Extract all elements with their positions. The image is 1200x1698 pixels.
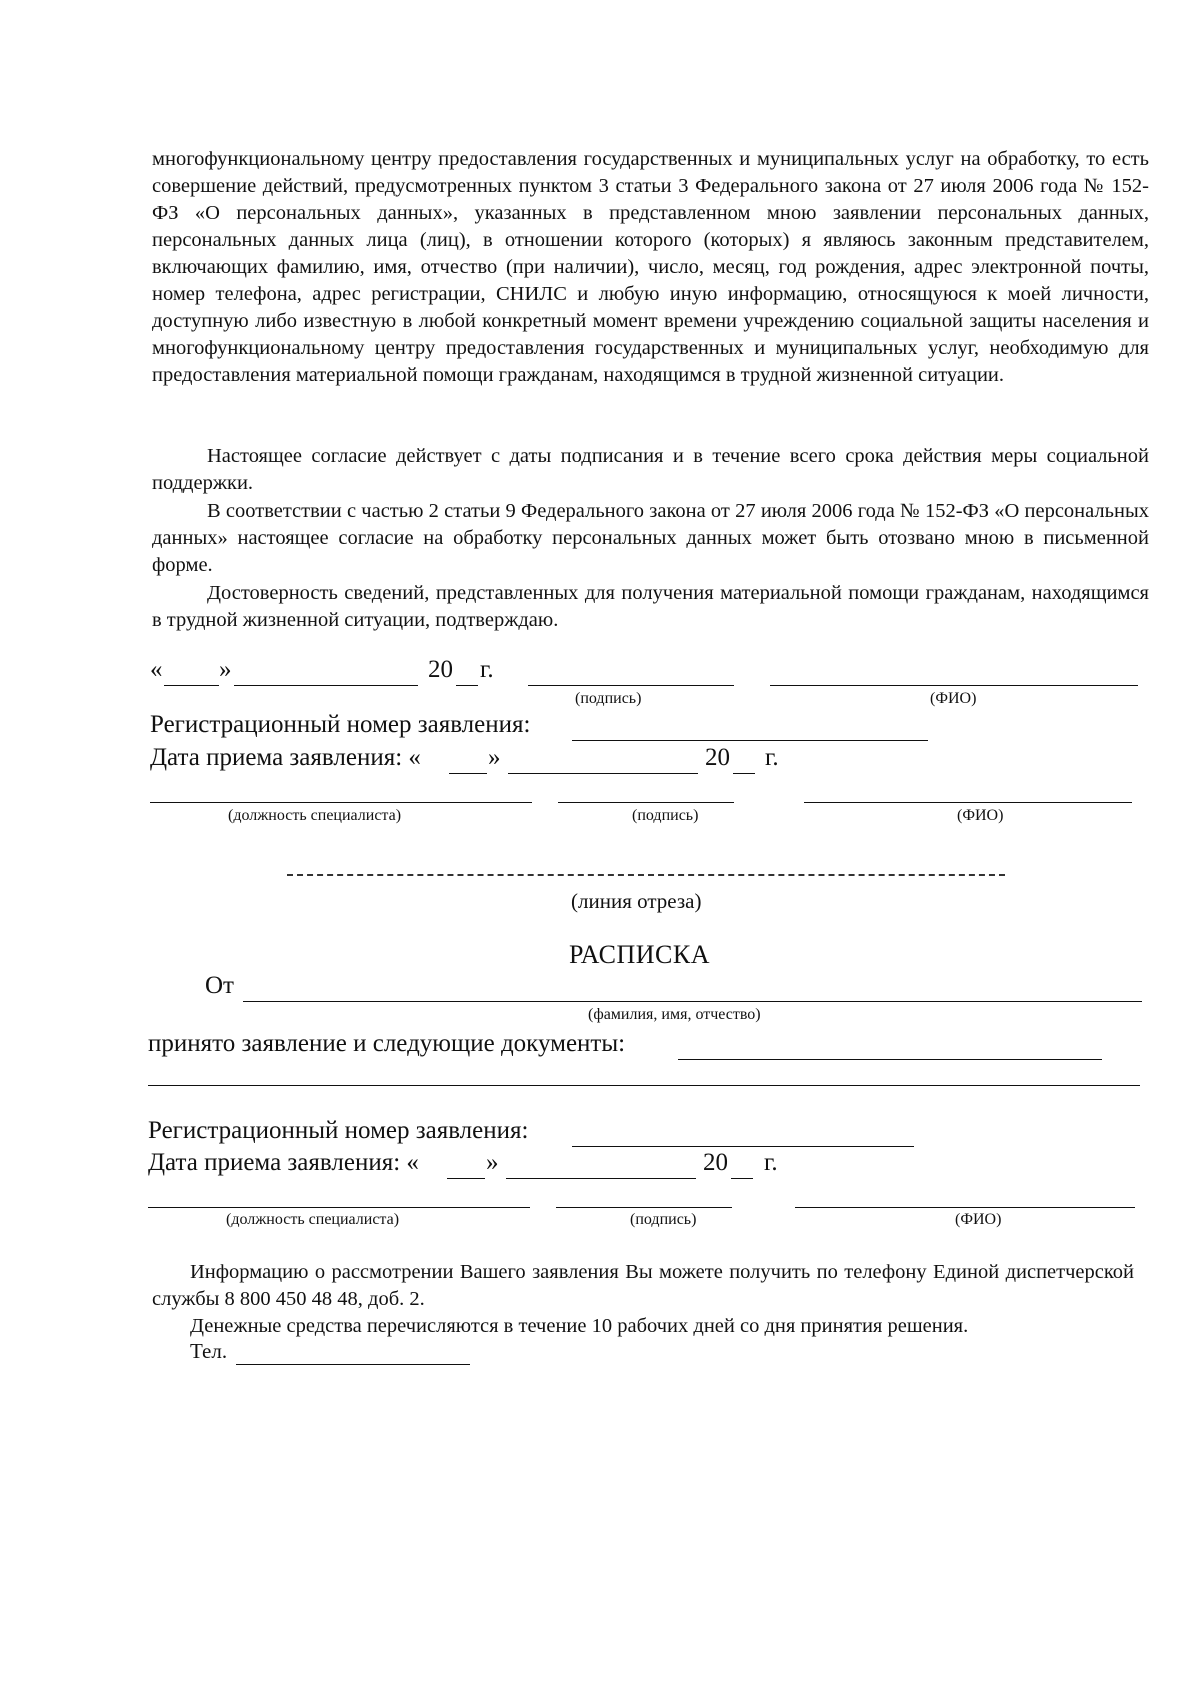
reg-number-blank (572, 740, 928, 741)
receipt-from-line (243, 1001, 1142, 1002)
consent-paragraph-1: многофункциональному центру предоставления государственных и муниципальных услуг на обработку, то есть совершение действий, предусмотренных пунктом 3 статьи 3 Федерального закона от 27 июля 2006 года № 152-ФЗ «О персональных данных», указанных в представленном мною заявлении персональных данных, персональных данных лица (лиц), в отношении которого (которых) я являюсь законным представителем, включающих фамилию, имя, отчество (при наличии), число, месяц, год рождения, адрес электронной почты, номер телефона, адрес регистрации, СНИЛС и любую иную информацию, относящуюся к моей личности, доступную либо известную в любой конкретный момент времени учреждению социальной защиты населения и многофункциональному центру предоставления государственных и муниципальных услуг, необходимую для предоставления материальной помощи гражданам, находящимся в трудной жизненной ситуации. (152, 148, 1149, 386)
position-line (150, 802, 532, 803)
date-year-blank (456, 685, 478, 686)
receipt-title: РАСПИСКА (569, 940, 710, 969)
reception-date-label: Дата приема заявления: « (150, 744, 421, 771)
specialist-fio-line (804, 802, 1132, 803)
receipt-fio-line (795, 1207, 1135, 1208)
receipt-signature-caption: (подпись) (630, 1211, 697, 1228)
specialist-fio-caption: (ФИО) (957, 807, 1004, 824)
reception-month-blank (508, 773, 698, 774)
receipt-year-prefix: 20 (703, 1149, 728, 1176)
date-day-blank (164, 685, 219, 686)
cut-line-caption: (линия отреза) (571, 889, 702, 913)
receipt-year-blank (731, 1178, 753, 1179)
date-year-prefix: 20 (428, 656, 453, 683)
phone-info: Информацию о рассмотрении Вашего заявления Вы можете получить по телефону Единой диспетчерской службы 8 800 450 48 48, доб. 2. (152, 1261, 1134, 1310)
consent-paragraph-4: Достоверность сведений, представленных для получения материальной помощи гражданам, находящимся в трудной жизненной ситуации, подтверждаю. (152, 582, 1149, 631)
date-month-blank (234, 685, 418, 686)
fio-caption: (ФИО) (930, 690, 977, 707)
tel-label: Тел. (190, 1339, 228, 1363)
receipt-reg-number-blank (572, 1146, 914, 1147)
receipt-documents-line (678, 1059, 1102, 1060)
reception-year-suffix: г. (765, 744, 779, 771)
receipt-date-label: Дата приема заявления: « (148, 1149, 419, 1176)
cut-line (287, 874, 1005, 876)
reception-year-prefix: 20 (705, 744, 730, 771)
receipt-signature-line (556, 1207, 732, 1208)
receipt-from-caption: (фамилия, имя, отчество) (588, 1006, 761, 1023)
date-open-quote: « (150, 656, 163, 683)
fio-line (770, 685, 1138, 686)
receipt-fio-caption: (ФИО) (955, 1211, 1002, 1228)
date-close-quote: » (219, 656, 232, 683)
date-year-suffix: г. (480, 656, 494, 683)
position-caption: (должность специалиста) (228, 807, 402, 824)
receipt-month-blank (506, 1178, 696, 1179)
receipt-reg-number-label: Регистрационный номер заявления: (148, 1117, 529, 1144)
reception-date-close-quote: » (488, 744, 501, 771)
receipt-day-blank (447, 1178, 485, 1179)
receipt-year-suffix: г. (764, 1149, 778, 1176)
reg-number-label: Регистрационный номер заявления: (150, 711, 531, 738)
receipt-date-close-quote: » (486, 1149, 499, 1176)
reception-year-blank (733, 773, 755, 774)
receipt-position-line (148, 1207, 530, 1208)
reception-day-blank (449, 773, 487, 774)
funds-info: Денежные средства перечисляются в течение 10 рабочих дней со дня принятия решения. (190, 1315, 969, 1337)
signature-line (528, 685, 734, 686)
receipt-documents-line-2 (148, 1085, 1140, 1086)
receipt-accepted-label: принято заявление и следующие документы: (148, 1030, 626, 1057)
specialist-signature-caption: (подпись) (632, 807, 699, 824)
receipt-from-label: От (205, 972, 234, 999)
tel-blank (236, 1364, 470, 1365)
consent-paragraph-3: В соответствии с частью 2 статьи 9 Федерального закона от 27 июля 2006 года № 152-ФЗ «О персональных данных» настоящее согласие на обработку персональных данных может быть отозвано мною в письменной форме. (152, 500, 1149, 576)
signature-caption: (подпись) (575, 690, 642, 707)
receipt-position-caption: (должность специалиста) (226, 1211, 400, 1228)
specialist-signature-line (558, 802, 734, 803)
consent-paragraph-2: Настоящее согласие действует с даты подписания и в течение всего срока действия меры социальной поддержки. (152, 445, 1149, 494)
